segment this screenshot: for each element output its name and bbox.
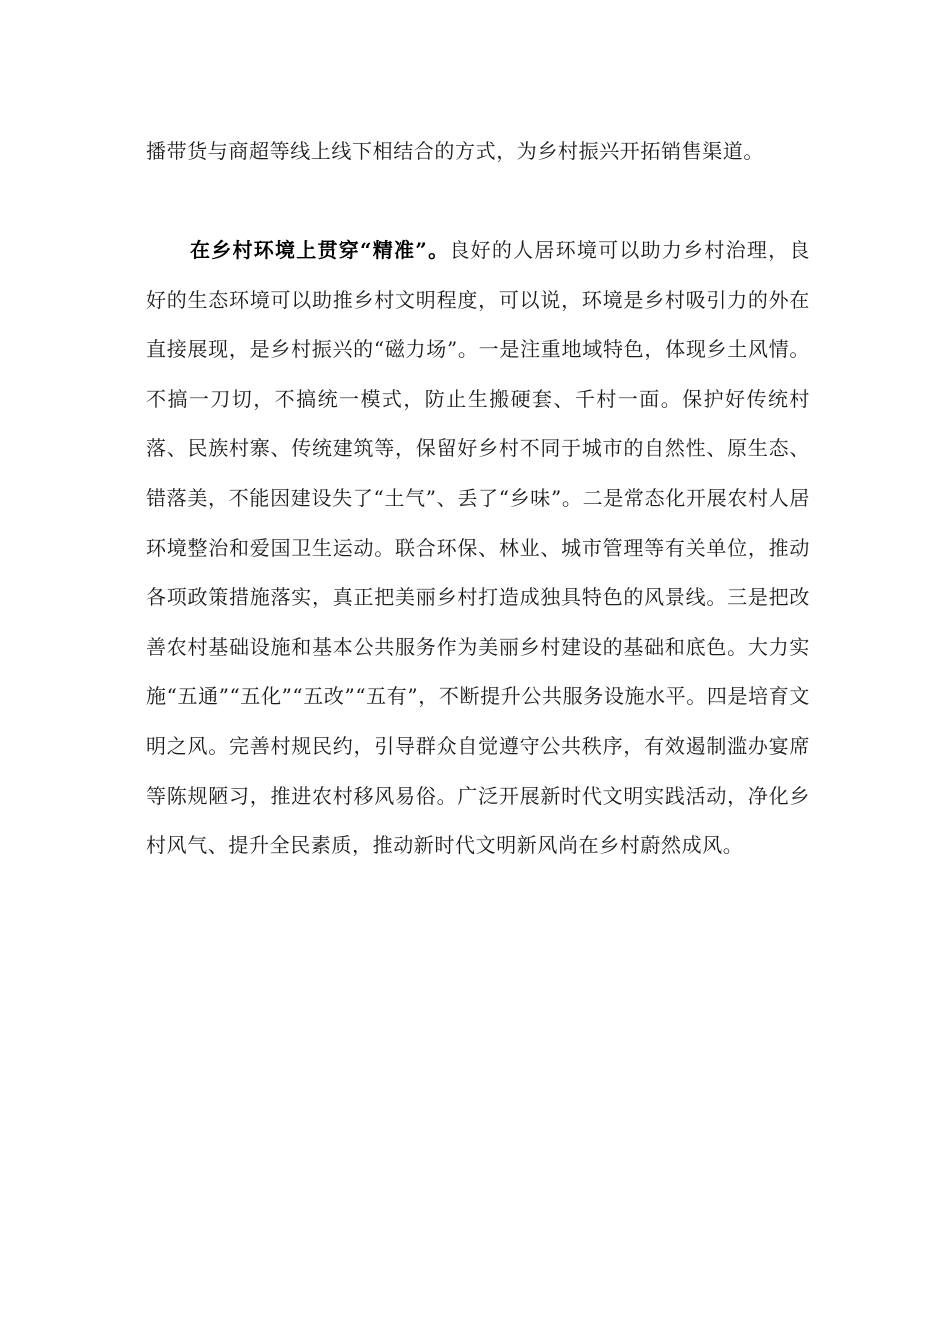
paragraph-continuation: 播带货与商超等线上线下相结合的方式，为乡村振兴开拓销售渠道。 (146, 139, 764, 163)
paragraph-rural-environment (146, 226, 810, 871)
paragraph-lead-heading: 在乡村环境上贯穿“精准”。 (190, 238, 450, 262)
paragraph-body-text: 良好的人居环境可以助力乡村治理，良好的生态环境可以助推乡村文明程度，可以说，环境是乡村吸引力的外在直接展现，是乡村振兴的“磁力场”。一是注重地域特色，体现乡土风情。不搞一刀切，不搞统一模式，防止生搬硬套、千村一面。保护好传统村落、民族村寨、传统建筑等，保留好乡村不同于城市的自然性、原生态、错落美，不能因建设失了“土气”、丢了“乡味”。二是常态化开展农村人居环境整治和爱国卫生运动。联合环保、林业、城市管理等有关单位，推动各项政策措施落实，真正把美丽乡村打造成独具特色的风景线。三是把改善农村基础设施和基本公共服务作为美丽乡村建设的基础和底色。大力实施“五通”“五化”“五改”“五有”，不断提升公共服务设施水平。四是培育文明之风。完善村规民约，引导群众自觉遵守公共秩序，有效遏制滥办宴席等陈规陋习，推进农村移风易俗。广泛开展新时代文明实践活动，净化乡村风气、提升全民素质，推动新时代文明新风尚在乡村蔚然成风。 (146, 238, 811, 858)
